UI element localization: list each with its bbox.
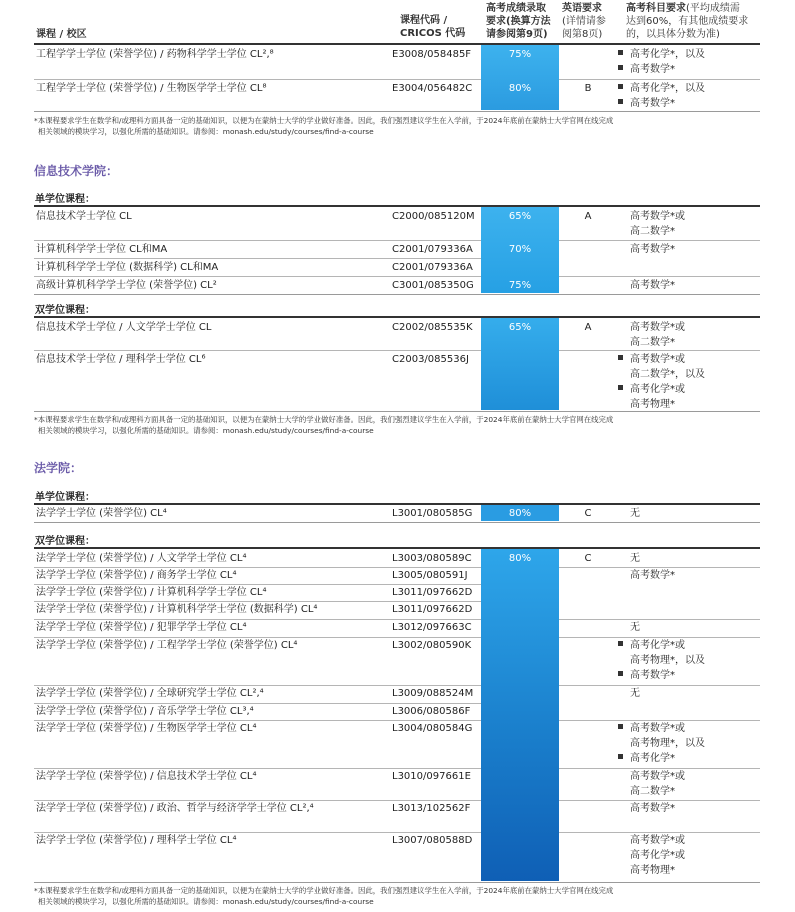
course-name: 信息技术学士学位 / 人文学学士学位 CL: [36, 322, 212, 333]
table-bottom-rule: [34, 411, 760, 412]
course-code: L3011/097662D: [392, 604, 473, 615]
subject-requirements: [618, 320, 685, 350]
course-name: 计算机科学学士学位 (数据科学) CL和MA: [36, 262, 219, 273]
section-rule: [34, 503, 760, 505]
subject-line: 高考数学*: [618, 668, 705, 683]
subject-line: 高二数学*: [630, 226, 675, 237]
section-title-it: 信息技术学院：: [34, 164, 119, 178]
course-code: E3004/056482C: [392, 83, 473, 94]
header-score-line3: 请参阅第9页): [486, 29, 548, 40]
subject-requirements: [618, 801, 675, 816]
bullet-icon: [618, 671, 623, 676]
subject-requirements: [618, 833, 685, 878]
subject-line: 高考数学*: [630, 280, 675, 291]
subtitle-single-degree: 单学位课程：: [35, 492, 95, 503]
subject-requirements: [618, 47, 705, 77]
header-subject-line2: 达到60%，有其他成绩要求: [626, 16, 749, 27]
footnote: *本课程要求学生在数学和/或理科方面具备一定的基础知识，以便为在蒙纳士大学的学业做好准备。因此，我们强烈建议学生在入学前，于2024年底前在蒙纳士大学官网在线完成 相关领域的模块学习，以强化所需的基础知识。请参阅：monash.edu/study/courses/find-a-course: [34, 415, 614, 435]
row-divider: [559, 276, 760, 277]
course-code: C2001/079336A: [392, 262, 473, 273]
score-value: 75%: [508, 280, 532, 291]
english-level: C: [584, 553, 592, 564]
subject-line: 高考物理*，以及: [630, 738, 705, 749]
subject-line: 高考物理*，以及: [630, 655, 705, 666]
subject-line: 高考数学*或: [630, 322, 685, 333]
header-english-title: 英语要求: [562, 3, 602, 14]
subject-requirements: [618, 81, 705, 111]
course-code: C3001/085350G: [392, 280, 474, 291]
course-name: 信息技术学士学位 / 理科学士学位 CL⁶: [36, 354, 206, 365]
subject-line: 高考数学*: [618, 62, 705, 77]
header-score-title: 高考成绩录取: [486, 3, 546, 14]
subject-requirements: [618, 242, 675, 257]
english-level: B: [584, 83, 592, 94]
header-subject-line3: 的，以具体分数为准): [626, 29, 720, 40]
course-code: L3012/097663C: [392, 622, 472, 633]
subject-requirements: [618, 638, 705, 683]
table-bottom-rule: [34, 111, 760, 112]
english-level: A: [584, 322, 592, 333]
course-code: L3003/080589C: [392, 553, 472, 564]
subject-line: 高考化学*或: [630, 850, 685, 861]
subject-line: 无: [630, 553, 640, 564]
header-english-line2: (详情请参: [562, 16, 606, 27]
subject-requirements: [618, 506, 640, 521]
subject-line: 高二数学*: [630, 337, 675, 348]
bullet-icon: [618, 355, 623, 360]
subject-line: 无: [630, 688, 640, 699]
score-value: 80%: [508, 83, 532, 94]
subject-line: 高考数学*: [630, 570, 675, 581]
row-divider: [559, 79, 760, 80]
subject-line: 高考物理*: [630, 399, 675, 410]
subject-requirements: [618, 721, 705, 766]
subject-requirements: [618, 352, 705, 412]
course-code: L3010/097661E: [392, 771, 471, 782]
course-name: 法学学士学位 (荣誉学位) / 工程学学士学位 (荣誉学位) CL⁴: [36, 640, 298, 651]
subject-line: 高考数学*或: [618, 352, 705, 367]
subject-line: 高考物理*: [630, 865, 675, 876]
subject-line: 高考数学*或: [618, 721, 705, 736]
course-code: L3004/080584G: [392, 723, 473, 734]
course-name: 法学学士学位 (荣誉学位) CL⁴: [36, 508, 167, 519]
course-name: 信息技术学士学位 CL: [36, 211, 132, 222]
course-name: 法学学士学位 (荣誉学位) / 生物医学学士学位 CL⁴: [36, 723, 257, 734]
row-divider: [559, 685, 760, 686]
header-score-line2: 要求(换算方法: [486, 16, 551, 27]
english-level: C: [584, 508, 592, 519]
header-code-line1: 课程代码 /: [400, 15, 448, 26]
header-code-line2: CRICOS 代码: [400, 28, 466, 39]
course-code: L3011/097662D: [392, 587, 473, 598]
row-divider: [34, 276, 481, 277]
header-subject-title-sub: (平均成绩需: [686, 3, 740, 14]
course-name: 计算机科学学士学位 CL和MA: [36, 244, 168, 255]
course-name: 法学学士学位 (荣誉学位) / 理科学士学位 CL⁴: [36, 835, 237, 846]
bullet-icon: [618, 99, 623, 104]
subject-line: 高考化学*: [618, 751, 705, 766]
row-divider: [34, 240, 481, 241]
header-subject-title: 高考科目要求(平均成绩需: [626, 3, 740, 14]
section-title-law: 法学院：: [34, 461, 83, 475]
course-name: 法学学士学位 (荣誉学位) / 计算机科学学士学位 (数据科学) CL⁴: [36, 604, 318, 615]
subject-requirements: [618, 769, 685, 799]
course-code: L3007/080588D: [392, 835, 473, 846]
subject-line: 高考数学*: [630, 803, 675, 814]
course-name: 法学学士学位 (荣誉学位) / 政治、哲学与经济学学士学位 CL²,⁴: [36, 803, 314, 814]
subject-line: 高考数学*或: [630, 211, 685, 222]
course-name: 高级计算机科学学士学位 (荣誉学位) CL²: [36, 280, 217, 291]
course-code: L3013/102562F: [392, 803, 471, 814]
bullet-icon: [618, 84, 623, 89]
row-divider: [34, 350, 481, 351]
row-divider: [34, 258, 481, 259]
subject-line: 高考化学*或: [618, 638, 705, 653]
subject-line: 高考数学*: [618, 96, 705, 111]
subject-requirements: [618, 686, 640, 701]
course-code: L3005/080591J: [392, 570, 468, 581]
course-name: 工程学学士学位 (荣誉学位) / 药物科学学士学位 CL²,⁸: [36, 49, 274, 60]
subject-line: 高考数学*: [630, 244, 675, 255]
course-code: C2003/085536J: [392, 354, 469, 365]
course-name: 法学学士学位 (荣誉学位) / 犯罪学学士学位 CL⁴: [36, 622, 247, 633]
subject-line: 无: [630, 622, 640, 633]
course-name: 法学学士学位 (荣誉学位) / 计算机科学学士学位 CL⁴: [36, 587, 267, 598]
subject-line: 高考化学*或: [618, 382, 705, 397]
row-divider: [34, 79, 481, 80]
course-name: 法学学士学位 (荣誉学位) / 商务学士学位 CL⁴: [36, 570, 237, 581]
bullet-icon: [618, 385, 623, 390]
section-rule: [34, 316, 760, 318]
subtitle-double-degree: 双学位课程：: [35, 536, 95, 547]
bullet-icon: [618, 754, 623, 759]
row-divider: [559, 350, 760, 351]
course-name: 法学学士学位 (荣誉学位) / 信息技术学士学位 CL⁴: [36, 771, 257, 782]
english-level: A: [584, 211, 592, 222]
table-bottom-rule: [34, 882, 760, 883]
subject-line: 高二数学*，以及: [630, 369, 705, 380]
score-column-law-double: [481, 549, 559, 881]
subject-line: 高考数学*或: [630, 771, 685, 782]
section-rule: [34, 205, 760, 207]
subject-requirements: [618, 209, 685, 239]
course-code: C2000/085120M: [392, 211, 475, 222]
header-rule: [34, 43, 760, 45]
bullet-icon: [618, 50, 623, 55]
bullet-icon: [618, 724, 623, 729]
header-course: 课程 / 校区: [36, 29, 87, 40]
score-value: 65%: [508, 322, 532, 333]
subject-line: 高考数学*或: [630, 835, 685, 846]
score-value: 80%: [508, 553, 532, 564]
score-value: 75%: [508, 49, 532, 60]
score-value: 80%: [508, 508, 532, 519]
bullet-icon: [618, 641, 623, 646]
section-rule: [34, 547, 760, 549]
subtitle-double-degree: 双学位课程：: [35, 305, 95, 316]
row-divider: [559, 240, 760, 241]
course-name: 法学学士学位 (荣誉学位) / 全球研究学士学位 CL²,⁴: [36, 688, 264, 699]
subject-requirements: [618, 568, 675, 583]
row-divider: [559, 619, 760, 620]
course-code: E3008/058485F: [392, 49, 472, 60]
subject-requirements: [618, 551, 640, 566]
header-english-line3: 阅第8页): [562, 29, 603, 40]
score-value: 70%: [508, 244, 532, 255]
table-bottom-rule: [34, 522, 760, 523]
subject-requirements: [618, 620, 640, 635]
footnote: *本课程要求学生在数学和/或理科方面具备一定的基础知识，以便为在蒙纳士大学的学业做好准备。因此，我们强烈建议学生在入学前，于2024年底前在蒙纳士大学官网在线完成 相关领域的模块学习，以强化所需的基础知识。请参阅：monash.edu/study/courses/find-a-course: [34, 886, 614, 906]
score-value: 65%: [508, 211, 532, 222]
subject-line: 高二数学*: [630, 786, 675, 797]
course-code: L3006/080586F: [392, 706, 471, 717]
course-name: 法学学士学位 (荣誉学位) / 音乐学学士学位 CL³,⁴: [36, 706, 254, 717]
course-code: L3001/080585G: [392, 508, 473, 519]
subtitle-single-degree: 单学位课程：: [35, 194, 95, 205]
subject-line: 高考化学*，以及: [618, 81, 705, 96]
course-code: L3009/088524M: [392, 688, 474, 699]
footnote: *本课程要求学生在数学和/或理科方面具备一定的基础知识，以便为在蒙纳士大学的学业做好准备。因此，我们强烈建议学生在入学前，于2024年底前在蒙纳士大学官网在线完成 相关领域的模块学习，以强化所需的基础知识。请参阅：monash.edu/study/courses/find-a-course: [34, 116, 614, 136]
course-code: C2001/079336A: [392, 244, 473, 255]
course-code: L3002/080590K: [392, 640, 472, 651]
table-bottom-rule: [34, 294, 760, 295]
subject-requirements: [618, 278, 675, 293]
subject-line: 高考化学*，以及: [618, 47, 705, 62]
subject-line: 无: [630, 508, 640, 519]
course-name: 工程学学士学位 (荣誉学位) / 生物医学学士学位 CL⁸: [36, 83, 267, 94]
course-name: 法学学士学位 (荣誉学位) / 人文学学士学位 CL⁴: [36, 553, 247, 564]
bullet-icon: [618, 65, 623, 70]
course-code: C2002/085535K: [392, 322, 473, 333]
